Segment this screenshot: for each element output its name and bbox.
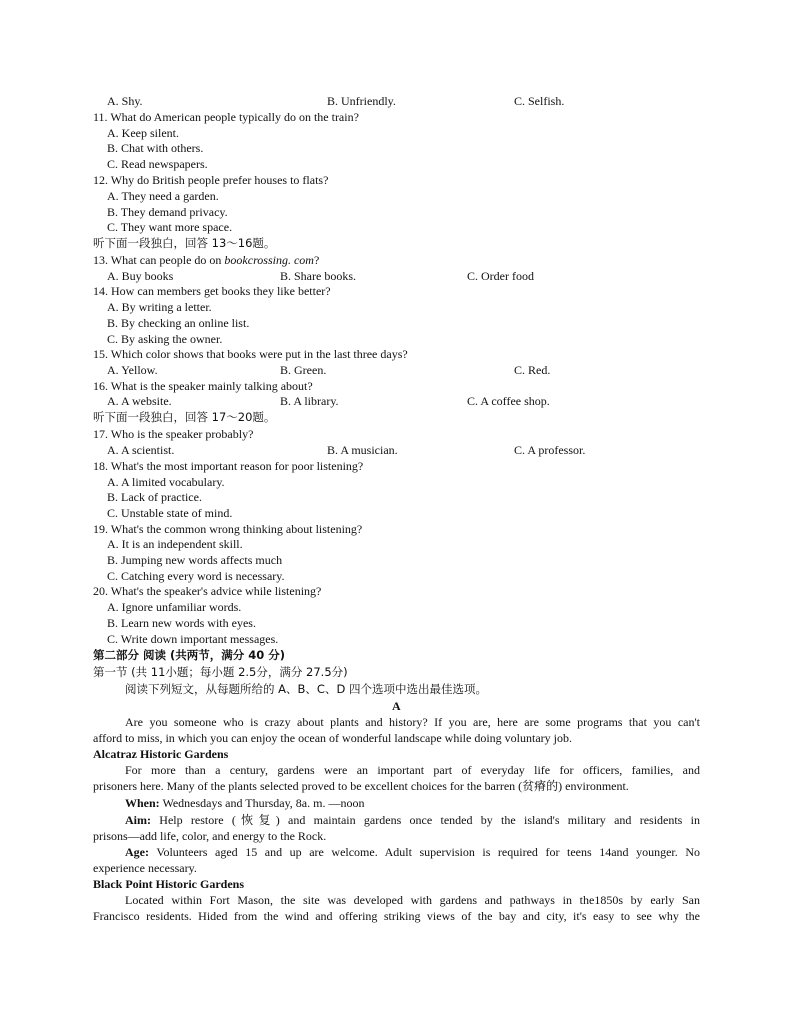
q19-option-c: C. Catching every word is necessary. [107, 569, 285, 583]
question-16: 16. What is the speaker mainly talking about? [93, 379, 313, 393]
question-17: 17. Who is the speaker probably? [93, 427, 254, 441]
q18-option-c: C. Unstable state of mind. [107, 506, 233, 520]
q11-option-c: C. Read newspapers. [107, 157, 208, 171]
alcatraz-when [125, 796, 364, 811]
passage-label: A [392, 699, 401, 713]
part-two-heading: 第二部分 阅读 (共两节，满分 40 分) [93, 648, 286, 662]
age-label: Age: [125, 845, 149, 859]
q11-option-b: B. Chat with others. [107, 141, 204, 155]
question-13-mark: ? [313, 253, 320, 267]
q10-option-b: B. Unfriendly. [327, 94, 396, 108]
q13-option-c: C. Order food [467, 269, 534, 283]
when-text: Wednesdays and Thursday, 8a. m. —noon [159, 796, 365, 810]
q10-option-c: C. Selfish. [514, 94, 565, 108]
q19-option-a: A. It is an independent skill. [107, 537, 243, 551]
intro-line-1: Are you someone who is crazy about plants and history? If you are, here are some programs that you can't [125, 715, 700, 729]
question-14: 14. How can members get books they like better? [93, 284, 331, 298]
q10-option-a: A. Shy. [107, 94, 143, 108]
q17-option-a: A. A scientist. [107, 443, 175, 457]
q13-option-b: B. Share books. [280, 269, 356, 283]
q14-option-b: B. By checking an online list. [107, 316, 250, 330]
section-instruction-13-16: 听下面一段独白，回答 13～16题。 [93, 236, 276, 250]
q17-option-b: B. A musician. [327, 443, 398, 457]
age-text: Volunteers aged 15 and up are welcome. Adult supervision is required for teens 14and younger. No [149, 845, 700, 859]
q14-option-a: A. By writing a letter. [107, 300, 212, 314]
q13-option-a: A. Buy books [107, 269, 174, 283]
q15-option-c: C. Red. [514, 363, 551, 377]
q20-option-b: B. Learn new words with eyes. [107, 616, 256, 630]
q14-option-c: C. By asking the owner. [107, 332, 223, 346]
q16-option-c: C. A coffee shop. [467, 394, 550, 408]
alcatraz-aim-line-2: prisons—add life, color, and energy to the Rock. [93, 829, 327, 843]
q20-option-a: A. Ignore unfamiliar words. [107, 600, 242, 614]
question-13-text: 13. What can people do on [93, 253, 225, 267]
aim-label: Aim: [125, 813, 151, 827]
question-13 [93, 253, 319, 268]
when-label: When: [125, 796, 160, 810]
black-point-heading: Black Point Historic Gardens [93, 877, 244, 891]
question-20: 20. What's the speaker's advice while listening? [93, 584, 322, 598]
q19-option-b: B. Jumping new words affects much [107, 553, 283, 567]
reading-instruction: 阅读下列短文，从每题所给的 A、B、C、D 四个选项中选出最佳选项。 [125, 682, 487, 696]
q12-option-c: C. They want more space. [107, 220, 233, 234]
alcatraz-line-2: prisoners here. Many of the plants selected proved to be excellent choices for the barren (贫瘠的) environment. [93, 779, 629, 793]
q12-option-b: B. They demand privacy. [107, 205, 228, 219]
alcatraz-age-line-2: experience necessary. [93, 861, 197, 875]
alcatraz-aim [125, 813, 700, 828]
q20-option-c: C. Write down important messages. [107, 632, 279, 646]
q15-option-b: B. Green. [280, 363, 327, 377]
question-11: 11. What do American people typically do on the train? [93, 110, 359, 124]
q12-option-a: A. They need a garden. [107, 189, 219, 203]
q18-option-b: B. Lack of practice. [107, 490, 202, 504]
q18-option-a: A. A limited vocabulary. [107, 475, 225, 489]
q15-option-a: A. Yellow. [107, 363, 158, 377]
q16-option-a: A. A website. [107, 394, 172, 408]
question-12: 12. Why do British people prefer houses to flats? [93, 173, 329, 187]
q11-option-a: A. Keep silent. [107, 126, 179, 140]
alcatraz-line-1: For more than a century, gardens were an important part of everyday life for officers, families, and [125, 763, 700, 777]
black-point-line-2: Francisco residents. Hided from the wind and offering striking views of the bay and city, it's easy to see why the [93, 909, 700, 923]
intro-line-2: afford to miss, in which you can enjoy the ocean of wonderful landscape while doing voluntary job. [93, 731, 572, 745]
q16-option-b: B. A library. [280, 394, 339, 408]
section-one-heading: 第一节 (共 11小题；每小题 2.5分，满分 27.5分) [93, 665, 348, 679]
question-18: 18. What's the most important reason for poor listening? [93, 459, 364, 473]
section-instruction-17-20: 听下面一段独白，回答 17～20题。 [93, 410, 276, 424]
black-point-line-1: Located within Fort Mason, the site was developed with gardens and pathways in the1850s by early San [125, 893, 700, 907]
question-19: 19. What's the common wrong thinking about listening? [93, 522, 363, 536]
q17-option-c: C. A professor. [514, 443, 586, 457]
alcatraz-age [125, 845, 700, 860]
question-15: 15. Which color shows that books were put in the last three days? [93, 347, 408, 361]
aim-text: Help restore (恢复) and maintain gardens once tended by the island's military and residents in [151, 813, 700, 827]
alcatraz-heading: Alcatraz Historic Gardens [93, 747, 229, 761]
website-name: bookcrossing. com [224, 253, 314, 267]
